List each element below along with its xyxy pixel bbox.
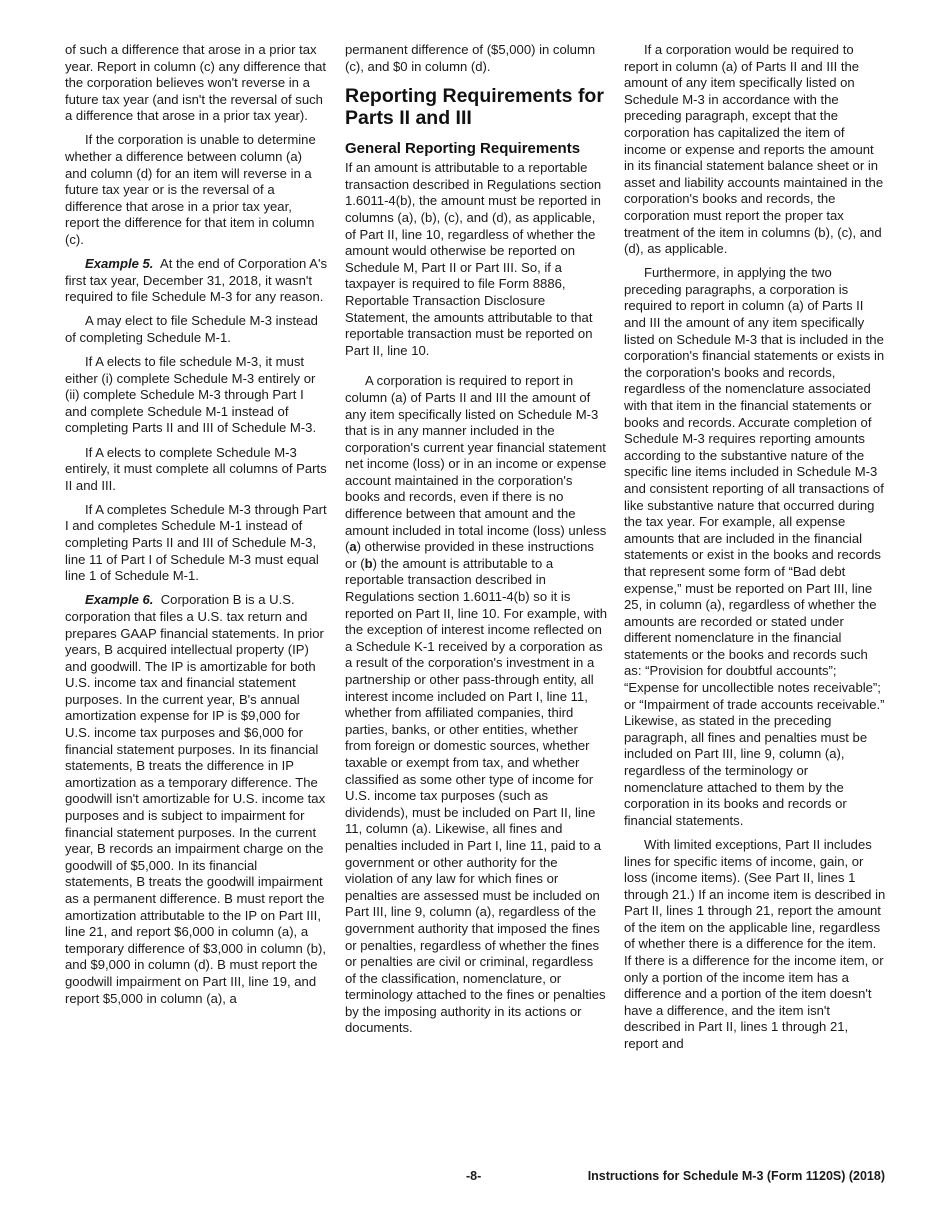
paragraph: If A elects to file schedule M-3, it must either (i) complete Schedule M-3 entirely or (ii) complete Schedule M-3 through Part I and complete Schedule M-1 instead of completing Parts II and III of Schedule M-3. [65,354,317,436]
paragraph: permanent difference of ($5,000) in column (c), and $0 in column (d). [345,42,596,74]
page-number: -8- [466,1169,482,1183]
paragraph: If an amount is attributable to a reportable transaction described in Regulations section 1.6011-4(b), the amount must be reported in columns (a), (b), (c), and (d), as applicable, of Part II, line 10, regardless of whether the amount would otherwise be reported on Schedule M, Part II or Part III. So, if a taxpayer is required to file Form 8886, Reportable Transaction Disclosure Statement, the amounts attributable to that reportable transaction must be reported on Part II, line 10. [345,160,602,358]
example-5-paragraph [65,256,327,306]
example-6-label: Example 6. [85,592,154,608]
paragraph: A may elect to file Schedule M-3 instead of completing Schedule M-1. [65,313,318,345]
paragraph: A corporation is required to report in column (a) of Parts II and III the amount of any item specifically listed on Schedule M-3 that is in any manner included in the corporation's current year financial statement net income (loss) or in an income or expense account maintained in the corporation's books and records, even if there is no difference between that amount and the amount included in total income (loss) unless (a) otherwise provided in these instructions or (b) the amount is attributable to a reportable transaction described in Regulations section 1.6011-4(b) so it is reported on Part II, line 10. For example, with the exception of interest income reflected on a Schedule K-1 received by a corporation as a result of the corporation's investment in a partnership or other pass-through entity, all interest income included on Part I, line 11, whether from affiliated companies, third parties, banks, or other entities, whether from foreign or domestic sources, whether taxable or exempt from tax, and whether classified as some other type of income for U.S. income tax purposes (such as dividends), must be included on Part II, line 11, column (a). Likewise, all fines and penalties included in Part I, line 11, paid to a government or other authority for the violation of any law for which fines or penalties are assessed must be included on Part III, line 9, column (a), regardless of the government authority that imposed the fines or penalties, regardless of whether the fines or penalties are civil or criminal, regardless of the classification, nomenclature, or terminology attached to the fines or penalties by the imposing authority in its actions or documents. [345,373,608,1036]
example-5-label: Example 5. [85,256,154,272]
column-3 [624,42,886,1060]
paragraph: Furthermore, in applying the two preceding paragraphs, a corporation is required to report in column (a) of Parts II and III the amount of any item specifically listed on Schedule M-3 that is included in the corporation's financial statements or exists in the corporation's books and records, regardless of the nomenclature associated with that item in the financial statements or books and records. Accurate completion of Schedule M-3 requires reporting amounts according to the substantive nature of the specific line items included in Schedule M-3 and consistent reporting of all transactions of like substantive nature that occurred during the tax year. For example, all expense amounts that are included in the financial statements or exist in the books and records that represent some form of “Bad debt expense,” must be reported on Part III, line 25, in column (a), regardless of whether the amounts are recorded or stated under different nomenclature in the financial statements or the books and records such as: “Provision for doubtful accounts”; “Expense for uncollectible notes receivable”; or “Impairment of trade accounts receivable.” Likewise, as stated in the preceding paragraph, all fines and penalties must be included on Part III, line 9, column (a), regardless of the terminology or nomenclature attached to them by the corporation in its books and records or financial statements. [624,265,885,828]
example-6-paragraph [65,592,327,1007]
subsection-heading: General Reporting Requirements [345,140,581,158]
paragraph: If a corporation would be required to report in column (a) of Parts II and III the amount of any item specifically listed on Schedule M-3 in accordance with the preceding paragraph, except that the corporation has capitalized the item of income or expense and reports the amount in its financial statement balance sheet or in asset and liability accounts maintained in the corporation's books and records, the corporation must report the proper tax treatment of the item in columns (b), (c), and (d), as applicable. [624,42,884,257]
example-5-text: At the end of Corporation A's first tax year, December 31, 2018, it wasn't required to file Schedule M-3 for any reason. [65,256,327,305]
example-6-text: Corporation B is a U.S. corporation that files a U.S. tax return and prepares GAAP financial statements. In prior years, B acquired intellectual property (IP) and goodwill. The IP is amortizable for both U.S. income tax and financial statement purposes. In the current year, B's annual amortization expense for IP is $9,000 for U.S. income tax purposes and $6,000 for financial statement purposes. In its financial statements, B treats the difference in IP amortization as a temporary difference. The goodwill isn't amortizable for U.S. income tax purposes and is subject to impairment for financial statement purposes. In the current year, B records an impairment charge on the goodwill of $5,000. In its financial statements, B treats the goodwill impairment as a permanent difference. B must report the amortization attributable to the IP on Part III, line 21, and report $6,000 in column (a), a temporary difference of $3,000 in column (b), and $9,000 in column (d). B must report the goodwill impairment on Part III, line 19, and report $5,000 in column (a), a [65,592,327,1006]
paragraph: If A completes Schedule M-3 through Part I and completes Schedule M-1 instead of completing Parts II and III of Schedule M-3, line 11 of Part I of Schedule M-3 must equal line 1 of Schedule M-1. [65,501,327,584]
column-2 [345,42,607,1045]
paragraph: of such a difference that arose in a prior tax year. Report in column (c) any difference that the corporation believes won't reverse in a future tax year (and isn't the reversal of such a difference that arose in a prior tax year). [65,42,327,124]
paragraph: If A elects to complete Schedule M-3 entirely, it must complete all columns of Parts II and III. [65,444,327,493]
paragraph: If the corporation is unable to determine whether a difference between column (a) and column (d) for an item will reverse in a future tax year or is the reversal of a difference that arose in a prior tax year, report the difference for that item in column (c). [65,132,316,248]
paragraph: With limited exceptions, Part II includes lines for specific items of income, gain, or loss (income items). (See Part II, lines 1 through 21.) If an income item is described in Part II, lines 1 through 21, report the amount of the item on the applicable line, regardless of whether there is a difference for the item. If there is a difference for the income item, or only a portion of the income item has a difference and a portion of the item doesn't have a difference, and the item isn't described in Part II, lines 1 through 21, report and [624,836,886,1052]
document-title: Instructions for Schedule M-3 (Form 1120S) (2018) [587,1169,885,1183]
column-1 [65,42,327,1015]
section-heading: Reporting Requirements for Parts II and III [345,85,604,130]
